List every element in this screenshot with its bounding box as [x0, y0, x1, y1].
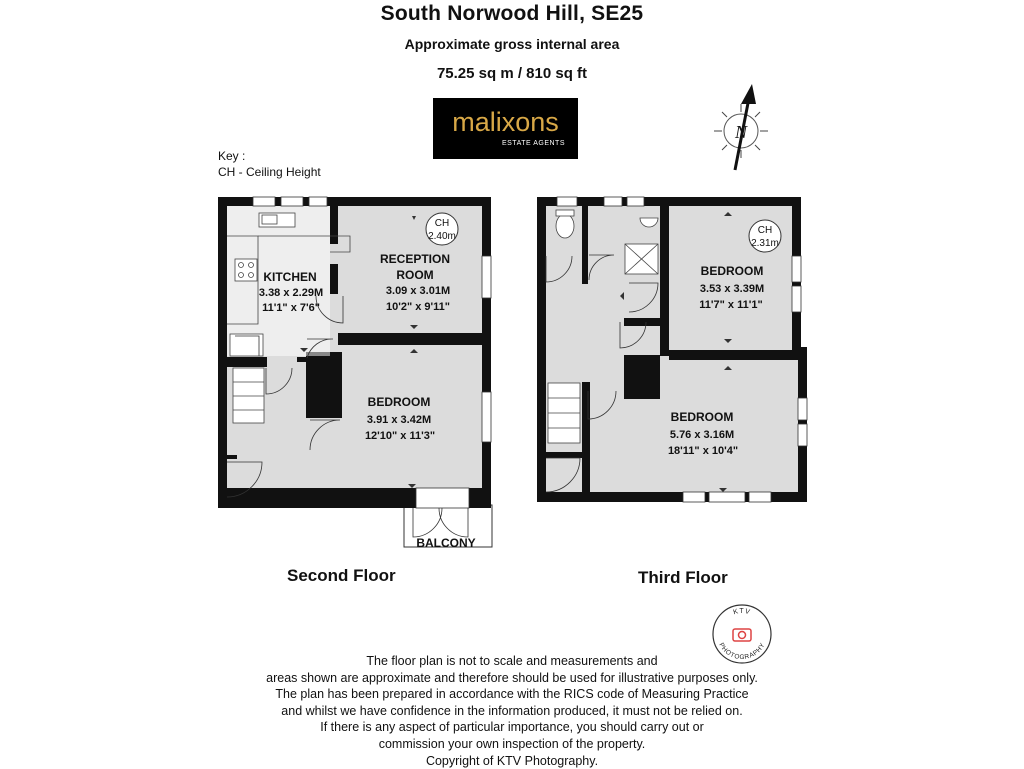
ch-label-3f: CH — [757, 225, 773, 236]
disclaimer-line: Copyright of KTV Photography. — [425, 753, 599, 768]
disclaimer-line: The plan has been prepared in accordance with the RICS code of Measuring Practice — [275, 687, 749, 702]
ch-value-3f: 2.31m — [751, 238, 779, 249]
watermark-top: KTV — [732, 608, 752, 617]
disclaimer-line: areas shown are approximate and therefore should be used for illustrative purposes only. — [266, 670, 758, 685]
logo-name: malixons — [452, 107, 559, 137]
watermark-bottom: PHOTOGRAPHY — [717, 641, 767, 662]
compass-letter: N — [734, 122, 748, 142]
compass-icon — [714, 84, 768, 170]
room-metric-bedroom-3f-a: 3.53 x 3.39M — [699, 283, 765, 295]
ch-label: CH — [434, 218, 450, 229]
disclaimer — [0, 653, 1024, 769]
ch-badge-reception — [426, 213, 458, 245]
room-metric-reception: 3.09 x 3.01M — [385, 285, 451, 297]
plan-subtitle: Approximate gross internal area — [404, 36, 620, 52]
room-name-bedroom-2f: BEDROOM — [367, 395, 431, 409]
floor-label-third: Third Floor — [638, 568, 728, 587]
floor-label-second: Second Floor — [287, 566, 396, 585]
disclaimer-line: and whilst we have confidence in the information produced, it must not be relied on. — [281, 703, 743, 718]
logo-tagline: ESTATE AGENTS — [501, 140, 565, 147]
disclaimer-line: The floor plan is not to scale and measurements and — [366, 654, 658, 668]
plan-title: South Norwood Hill, SE25 — [380, 2, 644, 25]
ch-value: 2.40m — [428, 231, 456, 242]
room-imperial-bedroom-2f: 12'10" x 11'3" — [364, 430, 436, 442]
room-imperial-kitchen: 11'1" x 7'6" — [262, 302, 320, 314]
room-name-reception-1: RECEPTION — [379, 252, 451, 266]
room-imperial-bedroom-3f-a: 11'7" x 11'1" — [699, 299, 763, 311]
disclaimer-line: If there is any aspect of particular importance, you should carry out or — [320, 720, 704, 735]
gross-area: 75.25 sq m / 810 sq ft — [436, 65, 588, 82]
room-metric-bedroom-3f-b: 5.76 x 3.16M — [669, 429, 735, 441]
room-metric-bedroom-2f: 3.91 x 3.42M — [366, 414, 432, 426]
room-imperial-bedroom-3f-b: 18'11" x 10'4" — [667, 445, 739, 457]
second-floor-plan — [218, 197, 492, 547]
room-name-bedroom-3f-a: BEDROOM — [700, 264, 764, 278]
key-heading: Key : — [218, 149, 246, 163]
room-name-balcony: BALCONY — [416, 536, 476, 550]
room-metric-kitchen: 3.38 x 2.29M — [258, 287, 324, 299]
room-name-reception-2: ROOM — [396, 268, 434, 282]
room-name-bedroom-3f-b: BEDROOM — [670, 410, 734, 424]
key-line: CH - Ceiling Height — [218, 165, 321, 179]
room-imperial-reception: 10'2" x 9'11" — [386, 301, 450, 313]
ch-badge-bedroom-3f — [749, 220, 781, 252]
room-name-kitchen: KITCHEN — [263, 270, 317, 284]
disclaimer-line: commission your own inspection of the property. — [378, 736, 646, 751]
